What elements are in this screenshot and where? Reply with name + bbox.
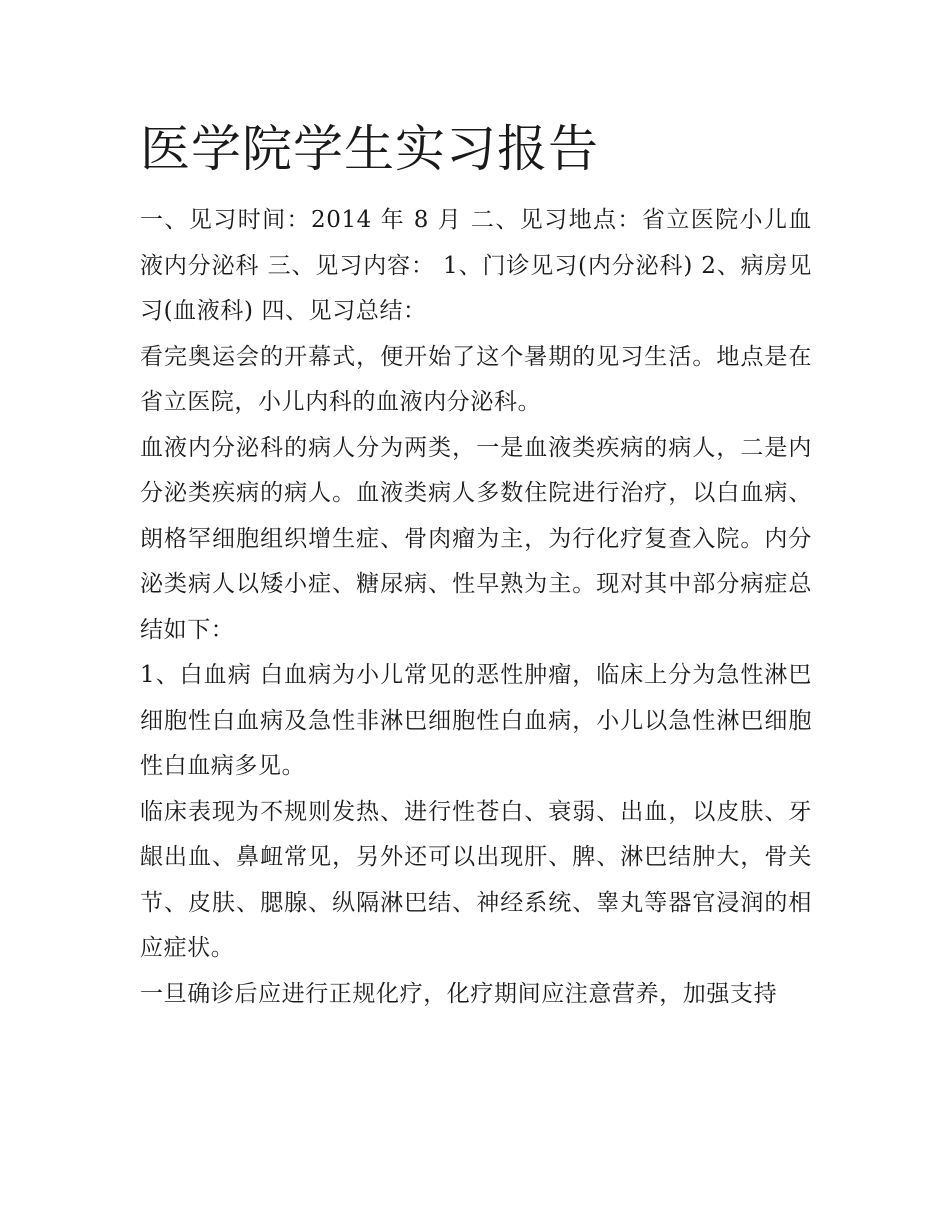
paragraph-department-patients: 血液内分泌科的病人分为两类，一是血液类疾病的病人，二是内分泌类疾病的病人。血液类病人多数住院进行治疗，以白血病、朗格罕细胞组织增生症、骨肉瘤为主，为行化疗复查入院。内分泌类病人以矮小症、糖尿病、性早熟为主。现对其中部分病症总结如下： — [140, 434, 812, 643]
paragraph-introduction: 看完奥运会的开幕式，便开始了这个暑期的见习生活。地点是在省立医院，小儿内科的血液内分泌科。 — [140, 343, 812, 415]
paragraph-leukemia-definition: 1、白血病 白血病为小儿常见的恶性肿瘤，临床上分为急性淋巴细胞性白血病及急性非淋巴细胞性白血病，小儿以急性淋巴细胞性白血病多见。 — [140, 662, 812, 779]
paragraph-leukemia-treatment: 一旦确诊后应进行正规化疗，化疗期间应注意营养，加强支持 — [140, 980, 778, 1007]
document-title: 医学院学生实习报告 — [140, 120, 599, 178]
paragraph-leukemia-symptoms: 临床表现为不规则发热、进行性苍白、衰弱、出血，以皮肤、牙龈出血、鼻衄常见，另外还可以出现肝、脾、淋巴结肿大，骨关节、皮肤、腮腺、纵隔淋巴结、神经系统、睾丸等器官浸润的相应症状。 — [140, 798, 812, 961]
paragraph-internship-overview: 一、见习时间：2014 年 8 月 二、见习地点：省立医院小儿血液内分泌科 三、见习内容： 1、门诊见习(内分泌科) 2、病房见习(血液科) 四、见习总结： — [140, 207, 812, 324]
document-body — [140, 198, 812, 1017]
